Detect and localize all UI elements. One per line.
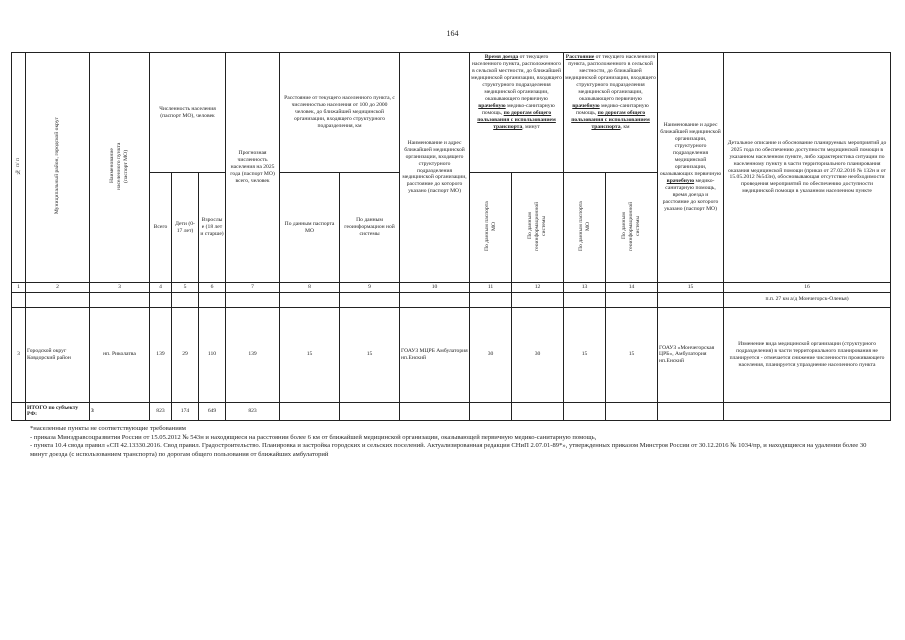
footnote-line-3: - пункта 10.4 свода правил «СП 42.13330.2016. Свод правил. Градостроительство. Планировка и застройка городских и сельских поселений. Актуализированная редакция СНиП 2.07.01-89*», утвержденных приказом Минстроя России от 30.12.2016 № 1034/пр, и находящиеся на удалении более 30 минут доезда (с использованием транспорта) по дорогам общего пользования от ближайших амбулаторий [30, 442, 867, 458]
column-number: 9 [340, 283, 400, 293]
header-col-7: Прогнозная численность населения на 2025 года (паспорт МО) всего, человек [226, 53, 280, 283]
row-number: 3 [12, 307, 26, 402]
header-time-group: Время доезда от текущего населенного пункта, расположенного в сельской местности, до ближайшей медицинской организации, входящего структурного подразделения медицинской организации, оказывающего первичную врачебную медико-санитарную помощь, по дорогам общего пользования с использованием транспорта, минут [470, 53, 564, 173]
population-adults-cell: 110 [199, 307, 226, 402]
forecast-cell: 139 [226, 307, 280, 402]
header-col-10: Наименование и адрес ближайшей медицинской организации, входящего структурного подразделения медицинской организации, расстояние до которого указано (паспорт МО) [400, 53, 470, 283]
carry-over-text: п.п. 27 км а/д Мончегорск-Оленья) [724, 292, 891, 307]
header-distance-road-group: Расстояние от текущего населенного пункта, расположенного в сельской местности, до ближайшей медицинской организации, входящего структурного подразделения медицинской организации, оказывающего первичную врачебную медико-санитарную помощь, по дорогам общего пользования с использованием транспорта, км [564, 53, 658, 173]
header-col-13: По данным паспорта МО [564, 173, 606, 283]
road-distance-passport-cell: 15 [564, 307, 606, 402]
population-children-cell: 29 [172, 307, 199, 402]
total-label: ИТОГО по субъекту РФ: [26, 402, 90, 420]
header-col-5: Дети (0-17 лет) [172, 173, 199, 283]
column-number: 14 [606, 283, 658, 293]
header-col-2: Муниципальный район, городской округ [26, 53, 90, 283]
footnotes [30, 425, 880, 459]
distance-gis-cell: 15 [340, 307, 400, 402]
time-passport-cell: 30 [470, 307, 512, 402]
column-number: 6 [199, 283, 226, 293]
header-population-group: Численность населения (паспорт МО), человек [150, 53, 226, 173]
total-population: 823 [150, 402, 172, 420]
document-table [11, 52, 891, 421]
column-number: 11 [470, 283, 512, 293]
column-number: 1 [12, 283, 26, 293]
settlement-cell: нп. Риколатва [90, 307, 150, 402]
column-number: 12 [512, 283, 564, 293]
total-count: 3 [90, 402, 150, 420]
column-number: 13 [564, 283, 606, 293]
total-children: 174 [172, 402, 199, 420]
column-number: 8 [280, 283, 340, 293]
page-number: 164 [446, 29, 459, 38]
header-col-6: Взрослы е (18 лет и старше) [199, 173, 226, 283]
column-number: 15 [658, 283, 724, 293]
header-col-1: № п/ п [12, 53, 26, 283]
column-number: 16 [724, 283, 891, 293]
footnote-line-1: *населенные пункты не соответствующие требованиям [30, 425, 186, 432]
header-col-4: Всего [150, 173, 172, 283]
road-distance-gis-cell: 15 [606, 307, 658, 402]
time-gis-cell: 30 [512, 307, 564, 402]
header-col-9: По данным геоинформацион ной системы [340, 173, 400, 283]
total-adults: 649 [199, 402, 226, 420]
column-number: 2 [26, 283, 90, 293]
header-col-11: По данным паспорта МО [470, 173, 512, 283]
header-col-14: По данным геоинформационной системы [606, 173, 658, 283]
header-col-8: По данным паспорта МО [280, 173, 340, 283]
description-cell: Изменение вида медицинской организации (структурного подразделения) в части территориального планирования не планируется - отмечается снижение численности проживающего населения, планируется упразднение населенного пункта [724, 307, 891, 402]
total-forecast: 823 [226, 402, 280, 420]
header-col-16: Детальное описание и обоснование планируемых мероприятий до 2025 года по обеспечению доступности медицинской помощи в указанном населенном пункте, либо характеристика ситуации по населенному пункту в части территориального планирования оказания медицинской помощи (приказ от 27.02.2016 № 132н и от 15.05.2012 №543н), обосновывающая отсутствие необходимости проведения мероприятий по обеспечению доступности медицинской помощи в указанном населенном пункте [724, 53, 891, 283]
header-col-15: Наименование и адрес ближайшей медицинской организации, структурного подразделения медицинской организации, оказывающих первичную врачебную медико-санитарную помощь, время доезда и расстояние до которого указано (паспорт МО) [658, 53, 724, 283]
header-col-3: Наименование населенного пункта (паспорт МО) [90, 53, 150, 283]
column-number: 5 [172, 283, 199, 293]
header-distance-group: Расстояние от текущего населенного пункта, с численностью населения от 100 до 2000 человек, до ближайшей медицинской организации, входящего структурного подразделения, км [280, 53, 400, 173]
header-col-12: По данным геоинформационной системы [512, 173, 564, 283]
column-number: 4 [150, 283, 172, 293]
nearest-org-cell: ГОАУЗ МЦРБ Амбулатория нп.Енский [400, 307, 470, 402]
district-cell: Городской округ Ковдорский район [26, 307, 90, 402]
footnote-line-2: - приказа Минздравсоцразвития России от 15.05.2012 № 543н и находящиеся на расстоянии более 6 км от ближайшей медицинской организации, оказывающей первичную медико-санитарную помощь, [30, 433, 597, 441]
distance-passport-cell: 15 [280, 307, 340, 402]
column-number: 7 [226, 283, 280, 293]
population-total-cell: 139 [150, 307, 172, 402]
column-number: 3 [90, 283, 150, 293]
column-number: 10 [400, 283, 470, 293]
nearest-org2-cell: ГОАУЗ «Мончегорская ЦРБ», Амбулатория нп.Енский [658, 307, 724, 402]
